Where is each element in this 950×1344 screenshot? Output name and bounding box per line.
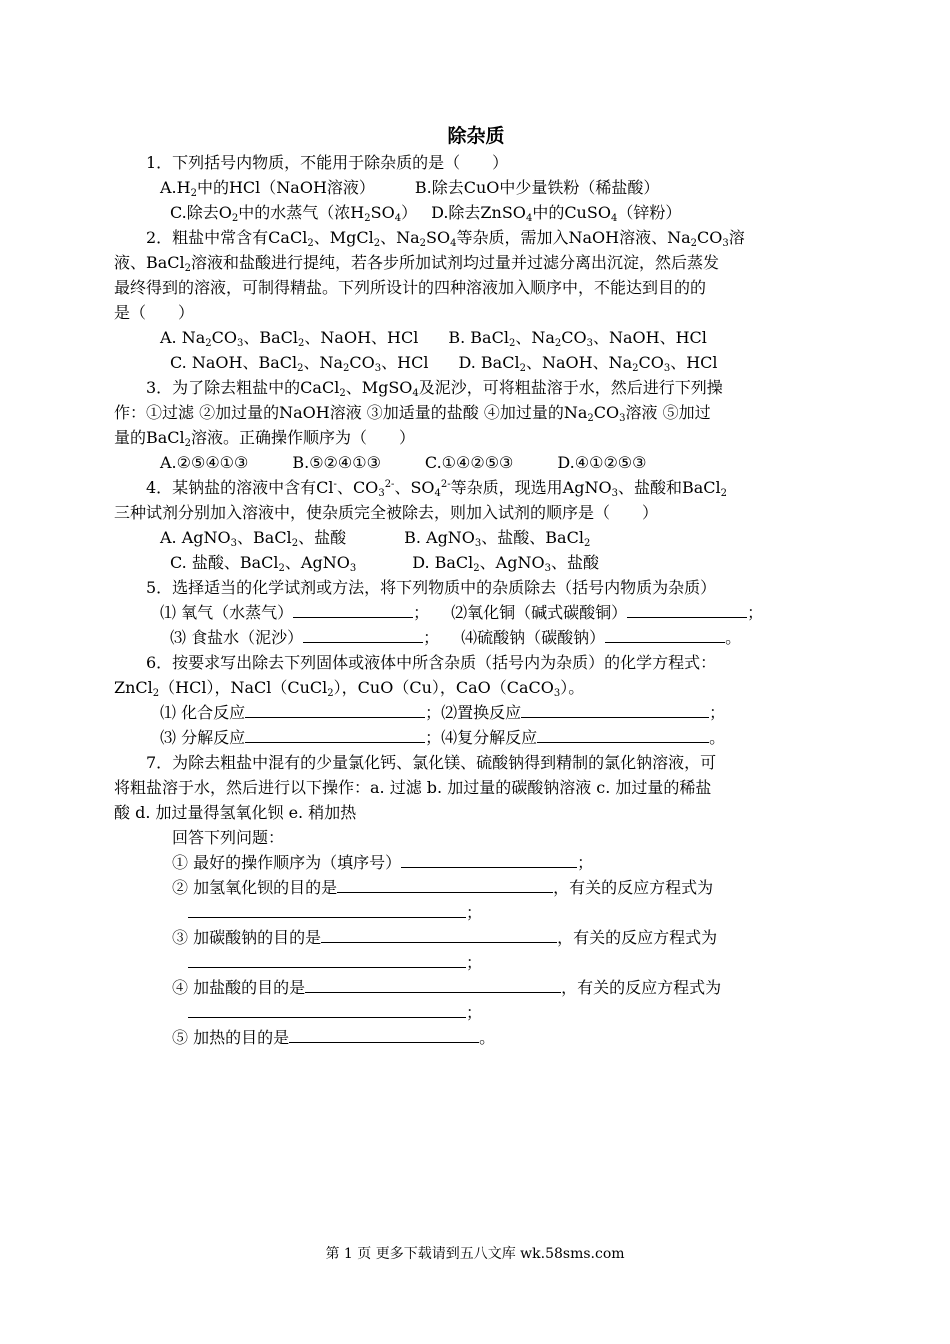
q4-line-1: 4．某钠盐的溶液中含有Cl-、$CO_3^{2-}$、$SO_4^{2-}$等杂质，现选用AgNO$_3$、盐酸和BaCl$_2$ bbox=[146, 478, 727, 499]
q7-sub-3: ③ 加碳酸钠的目的是 ，有关的反应方程式为 bbox=[172, 928, 718, 947]
q7-line-3: 酸 d. 加过量得氢氧化钡 e. 稍加热 bbox=[114, 803, 357, 822]
q5-row-1: ⑴ 氧气（水蒸气） ； ⑵氧化铜（碱式碳酸铜） ； bbox=[160, 603, 764, 622]
q7-sub-3-equation: ； bbox=[114, 950, 838, 975]
answer-blank[interactable] bbox=[401, 851, 577, 868]
q3-line-1: 3．为了除去粗盐中的CaCl$_2$、MgSO$_4$及泥沙，可将粗盐溶于水，然后进行下列操 bbox=[146, 378, 723, 399]
q3-line-2: 作：①过滤 ②加过量的NaOH溶液 ③加适量的盐酸 ④加过量的$Na_2CO_3$溶液 ⑤加过 bbox=[114, 403, 711, 424]
q7-sub-1: ① 最好的操作顺序为（填序号） ； bbox=[172, 853, 594, 872]
q4-options-ab: A. AgNO$_3$、BaCl$_2$、盐酸 B. AgNO$_3$、盐酸、BaCl$_2$ bbox=[160, 528, 591, 549]
q7-line-1: 7．为除去粗盐中混有的少量氯化钙、氯化镁、硫酸钠得到精制的氯化钠溶液，可 bbox=[146, 753, 717, 772]
q7-sub-2: ② 加氢氧化钡的目的是 ，有关的反应方程式为 bbox=[172, 878, 714, 897]
answer-blank[interactable] bbox=[605, 626, 725, 643]
q6-line-2: ZnCl$_2$（HCl），NaCl（CuCl$_2$），CuO（Cu），CaO（CaCO$_3$）。 bbox=[114, 678, 585, 699]
q7-sub-4-equation: ； bbox=[114, 1000, 838, 1025]
page-footer: 第 1 页 更多下载请到五八文库 wk.58sms.com bbox=[325, 1246, 625, 1262]
q2-line-1: 2．粗盐中常含有CaCl$_2$、MgCl$_2$、$Na_2SO_4$等杂质，需加入NaOH溶液、$Na_2CO_3$溶 bbox=[146, 228, 745, 249]
q1-stem: 1．下列括号内物质，不能用于除杂质的是（ ） bbox=[146, 153, 509, 172]
q4-options-cd: C. 盐酸、BaCl$_2$、AgNO$_3$ D. BaCl$_2$、AgNO$_3$、盐酸 bbox=[170, 553, 599, 574]
answer-blank[interactable] bbox=[321, 926, 557, 943]
q6-row-2: ⑶ 分解反应 ；⑷复分解反应 。 bbox=[160, 728, 726, 747]
q7-line-2: 将粗盐溶于水，然后进行以下操作：a. 过滤 b. 加过量的碳酸钠溶液 c. 加过量的稀盐 bbox=[114, 778, 712, 797]
answer-blank[interactable] bbox=[293, 601, 413, 618]
q6-line-1: 6．按要求写出除去下列固体或液体中所含杂质（括号内为杂质）的化学方程式： bbox=[146, 653, 717, 672]
q5-stem: 5．选择适当的化学试剂或方法，将下列物质中的杂质除去（括号内物质为杂质） bbox=[146, 578, 717, 597]
answer-blank[interactable] bbox=[188, 901, 466, 918]
q2-options-cd: C. NaOH、BaCl$_2$、$Na_2CO_3$、HCl D. BaCl$_2$、NaOH、$Na_2CO_3$、HCl bbox=[170, 353, 718, 374]
answer-blank[interactable] bbox=[303, 626, 423, 643]
answer-blank[interactable] bbox=[245, 701, 425, 718]
worksheet bbox=[114, 122, 838, 1050]
q2-line-4: 是（ ） bbox=[114, 303, 195, 322]
q2-line-2: 液、BaCl$_2$溶液和盐酸进行提纯，若各步所加试剂均过量并过滤分离出沉淀，然后蒸发 bbox=[114, 253, 720, 274]
q7-sub-5: ⑤ 加热的目的是 。 bbox=[172, 1028, 496, 1047]
q7-prompt: 回答下列问题： bbox=[172, 828, 285, 847]
q5-row-2: ⑶ 食盐水（泥沙） ； ⑷硫酸钠（碳酸钠） 。 bbox=[170, 628, 742, 647]
answer-blank[interactable] bbox=[289, 1026, 479, 1043]
q3-options: A.②⑤④①③ B.⑤②④①③ C.①④②⑤③ D.④①②⑤③ bbox=[160, 453, 647, 472]
answer-blank[interactable] bbox=[521, 701, 709, 718]
q2-options-ab: A. $Na_2CO_3$、BaCl$_2$、NaOH、HCl B. BaCl$_2$、$Na_2CO_3$、NaOH、HCl bbox=[160, 328, 707, 349]
q2-line-3: 最终得到的溶液，可制得精盐。下列所设计的四种溶液加入顺序中，不能达到目的的 bbox=[114, 278, 707, 297]
q3-line-3: 量的BaCl$_2$溶液。正确操作顺序为（ ） bbox=[114, 428, 416, 449]
answer-blank[interactable] bbox=[188, 1001, 466, 1018]
q6-row-1: ⑴ 化合反应 ；⑵置换反应 ； bbox=[160, 703, 726, 722]
answer-blank[interactable] bbox=[337, 876, 553, 893]
answer-blank[interactable] bbox=[537, 726, 709, 743]
answer-blank[interactable] bbox=[245, 726, 425, 743]
page-title: 除杂质 bbox=[447, 125, 505, 147]
q4-line-2: 三种试剂分别加入溶液中，使杂质完全被除去，则加入试剂的顺序是（ ） bbox=[114, 503, 659, 522]
answer-blank[interactable] bbox=[305, 976, 561, 993]
q7-sub-2-equation: ； bbox=[114, 900, 838, 925]
q7-sub-4: ④ 加盐酸的目的是 ，有关的反应方程式为 bbox=[172, 978, 722, 997]
answer-blank[interactable] bbox=[627, 601, 747, 618]
q1-options-ab: $A.H_2$中的HCl（NaOH溶液） B.除去CuO中少量铁粉（稀盐酸） bbox=[160, 178, 660, 199]
q1-options-cd: C.除去$O_2$中的水蒸气（浓$H_2SO_4$） D.除去ZnSO$_4$中的CuSO$_4$（锌粉） bbox=[170, 203, 682, 224]
answer-blank[interactable] bbox=[188, 951, 466, 968]
